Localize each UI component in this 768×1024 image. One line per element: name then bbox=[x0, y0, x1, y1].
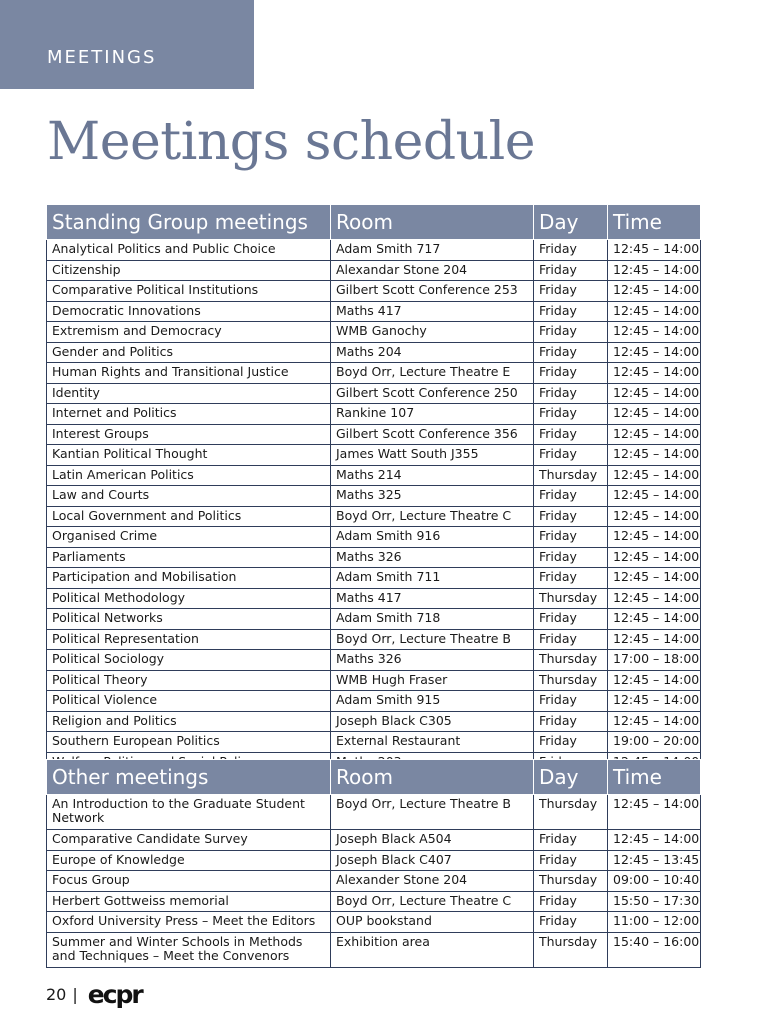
cell-day: Friday bbox=[534, 568, 608, 589]
cell-room: WMB Hugh Fraser bbox=[331, 670, 534, 691]
cell-meeting: Democratic Innovations bbox=[47, 301, 331, 322]
cell-day: Friday bbox=[534, 363, 608, 384]
cell-day: Friday bbox=[534, 830, 608, 851]
cell-room: Maths 326 bbox=[331, 650, 534, 671]
cell-room: Joseph Black A504 bbox=[331, 830, 534, 851]
cell-day: Friday bbox=[534, 260, 608, 281]
table-row bbox=[47, 588, 701, 609]
cell-room: Adam Smith 717 bbox=[331, 240, 534, 261]
cell-day: Friday bbox=[534, 912, 608, 933]
table-row bbox=[47, 711, 701, 732]
cell-time: 12:45 – 14:00 bbox=[608, 506, 701, 527]
cell-room: Boyd Orr, Lecture Theatre B bbox=[331, 795, 534, 830]
table-row bbox=[47, 240, 701, 261]
page-footer bbox=[46, 981, 142, 1007]
cell-room: OUP bookstand bbox=[331, 912, 534, 933]
cell-room: Gilbert Scott Conference 250 bbox=[331, 383, 534, 404]
cell-room: Joseph Black C407 bbox=[331, 850, 534, 871]
table-row bbox=[47, 912, 701, 933]
table-row bbox=[47, 486, 701, 507]
cell-day: Friday bbox=[534, 732, 608, 753]
cell-time: 12:45 – 14:00 bbox=[608, 670, 701, 691]
cell-room: Adam Smith 915 bbox=[331, 691, 534, 712]
column-header-room: Room bbox=[331, 205, 534, 240]
cell-room: Adam Smith 718 bbox=[331, 609, 534, 630]
cell-meeting: Interest Groups bbox=[47, 424, 331, 445]
table-row bbox=[47, 383, 701, 404]
table-row bbox=[47, 795, 701, 830]
cell-day: Friday bbox=[534, 486, 608, 507]
cell-day: Thursday bbox=[534, 932, 608, 967]
table-row bbox=[47, 670, 701, 691]
table-row bbox=[47, 629, 701, 650]
column-header-time: Time bbox=[608, 205, 701, 240]
column-header-day: Day bbox=[534, 760, 608, 795]
cell-time: 12:45 – 14:00 bbox=[608, 691, 701, 712]
section-label: MEETINGS bbox=[47, 47, 157, 68]
table-row bbox=[47, 871, 701, 892]
cell-meeting: Focus Group bbox=[47, 871, 331, 892]
cell-meeting: Participation and Mobilisation bbox=[47, 568, 331, 589]
cell-day: Friday bbox=[534, 342, 608, 363]
cell-room: Maths 417 bbox=[331, 301, 534, 322]
cell-meeting: Political Sociology bbox=[47, 650, 331, 671]
cell-time: 12:45 – 14:00 bbox=[608, 465, 701, 486]
table-row bbox=[47, 850, 701, 871]
table-row bbox=[47, 404, 701, 425]
cell-room: Maths 214 bbox=[331, 465, 534, 486]
cell-meeting: Political Theory bbox=[47, 670, 331, 691]
cell-time: 15:50 – 17:30 bbox=[608, 891, 701, 912]
cell-day: Thursday bbox=[534, 650, 608, 671]
cell-meeting: Comparative Candidate Survey bbox=[47, 830, 331, 851]
cell-meeting: Kantian Political Thought bbox=[47, 445, 331, 466]
footer-separator: | bbox=[72, 984, 78, 1004]
cell-room: Maths 204 bbox=[331, 342, 534, 363]
page-title: Meetings schedule bbox=[47, 112, 536, 172]
cell-room: External Restaurant bbox=[331, 732, 534, 753]
cell-time: 12:45 – 13:45 bbox=[608, 850, 701, 871]
table-row bbox=[47, 342, 701, 363]
cell-day: Friday bbox=[534, 609, 608, 630]
cell-room: Joseph Black C305 bbox=[331, 711, 534, 732]
cell-meeting: Extremism and Democracy bbox=[47, 322, 331, 343]
cell-time: 12:45 – 14:00 bbox=[608, 322, 701, 343]
cell-room: Rankine 107 bbox=[331, 404, 534, 425]
table-row bbox=[47, 260, 701, 281]
cell-day: Friday bbox=[534, 506, 608, 527]
cell-meeting: Political Networks bbox=[47, 609, 331, 630]
cell-room: WMB Ganochy bbox=[331, 322, 534, 343]
cell-time: 17:00 – 18:00 bbox=[608, 650, 701, 671]
cell-room: Boyd Orr, Lecture Theatre B bbox=[331, 629, 534, 650]
cell-meeting: Oxford University Press – Meet the Editors bbox=[47, 912, 331, 933]
cell-day: Friday bbox=[534, 404, 608, 425]
cell-room: James Watt South J355 bbox=[331, 445, 534, 466]
cell-meeting: Identity bbox=[47, 383, 331, 404]
cell-room: Maths 325 bbox=[331, 486, 534, 507]
cell-day: Friday bbox=[534, 547, 608, 568]
cell-time: 12:45 – 14:00 bbox=[608, 424, 701, 445]
cell-time: 12:45 – 14:00 bbox=[608, 830, 701, 851]
table-row bbox=[47, 568, 701, 589]
cell-time: 12:45 – 14:00 bbox=[608, 795, 701, 830]
column-header-room: Room bbox=[331, 760, 534, 795]
cell-day: Friday bbox=[534, 850, 608, 871]
cell-room: Exhibition area bbox=[331, 932, 534, 967]
cell-room: Adam Smith 711 bbox=[331, 568, 534, 589]
table-header-row bbox=[47, 760, 701, 795]
cell-day: Friday bbox=[534, 629, 608, 650]
section-tab bbox=[0, 0, 254, 89]
cell-time: 12:45 – 14:00 bbox=[608, 445, 701, 466]
cell-day: Friday bbox=[534, 527, 608, 548]
page-number: 20 bbox=[46, 984, 67, 1004]
cell-time: 12:45 – 14:00 bbox=[608, 363, 701, 384]
cell-day: Thursday bbox=[534, 588, 608, 609]
table-row bbox=[47, 465, 701, 486]
cell-room: Gilbert Scott Conference 253 bbox=[331, 281, 534, 302]
cell-day: Friday bbox=[534, 424, 608, 445]
cell-meeting: Gender and Politics bbox=[47, 342, 331, 363]
cell-time: 12:45 – 14:00 bbox=[608, 260, 701, 281]
table-row bbox=[47, 424, 701, 445]
table-row bbox=[47, 281, 701, 302]
cell-day: Friday bbox=[534, 383, 608, 404]
other-meetings-table bbox=[46, 759, 701, 968]
column-header-meeting: Standing Group meetings bbox=[47, 205, 331, 240]
cell-room: Boyd Orr, Lecture Theatre C bbox=[331, 891, 534, 912]
column-header-time: Time bbox=[608, 760, 701, 795]
cell-meeting: Southern European Politics bbox=[47, 732, 331, 753]
cell-day: Thursday bbox=[534, 871, 608, 892]
cell-time: 12:45 – 14:00 bbox=[608, 404, 701, 425]
cell-meeting: Summer and Winter Schools in Methods and Techniques – Meet the Convenors bbox=[47, 932, 331, 967]
cell-time: 19:00 – 20:00 bbox=[608, 732, 701, 753]
column-header-meeting: Other meetings bbox=[47, 760, 331, 795]
cell-meeting: Religion and Politics bbox=[47, 711, 331, 732]
cell-time: 12:45 – 14:00 bbox=[608, 711, 701, 732]
cell-room: Alexander Stone 204 bbox=[331, 871, 534, 892]
cell-time: 12:45 – 14:00 bbox=[608, 609, 701, 630]
cell-time: 12:45 – 14:00 bbox=[608, 301, 701, 322]
cell-day: Friday bbox=[534, 711, 608, 732]
table-header-row bbox=[47, 205, 701, 240]
cell-room: Alexandar Stone 204 bbox=[331, 260, 534, 281]
cell-room: Maths 417 bbox=[331, 588, 534, 609]
cell-day: Friday bbox=[534, 691, 608, 712]
cell-meeting: Analytical Politics and Public Choice bbox=[47, 240, 331, 261]
cell-day: Thursday bbox=[534, 795, 608, 830]
table-row bbox=[47, 650, 701, 671]
cell-day: Thursday bbox=[534, 465, 608, 486]
table-row bbox=[47, 547, 701, 568]
cell-meeting: Comparative Political Institutions bbox=[47, 281, 331, 302]
cell-meeting: Parliaments bbox=[47, 547, 331, 568]
cell-time: 12:45 – 14:00 bbox=[608, 527, 701, 548]
cell-day: Thursday bbox=[534, 670, 608, 691]
table-row bbox=[47, 322, 701, 343]
cell-day: Friday bbox=[534, 281, 608, 302]
cell-meeting: Human Rights and Transitional Justice bbox=[47, 363, 331, 384]
cell-day: Friday bbox=[534, 301, 608, 322]
cell-meeting: An Introduction to the Graduate Student Network bbox=[47, 795, 331, 830]
cell-time: 12:45 – 14:00 bbox=[608, 486, 701, 507]
table-row bbox=[47, 445, 701, 466]
cell-time: 11:00 – 12:00 bbox=[608, 912, 701, 933]
cell-time: 12:45 – 14:00 bbox=[608, 547, 701, 568]
cell-meeting: Latin American Politics bbox=[47, 465, 331, 486]
cell-time: 12:45 – 14:00 bbox=[608, 240, 701, 261]
table-row bbox=[47, 932, 701, 967]
cell-meeting: Law and Courts bbox=[47, 486, 331, 507]
cell-time: 12:45 – 14:00 bbox=[608, 383, 701, 404]
table-row bbox=[47, 830, 701, 851]
cell-time: 15:40 – 16:00 bbox=[608, 932, 701, 967]
table-row bbox=[47, 301, 701, 322]
table-row bbox=[47, 506, 701, 527]
cell-room: Boyd Orr, Lecture Theatre E bbox=[331, 363, 534, 384]
cell-time: 12:45 – 14:00 bbox=[608, 588, 701, 609]
cell-meeting: Internet and Politics bbox=[47, 404, 331, 425]
cell-meeting: Citizenship bbox=[47, 260, 331, 281]
cell-meeting: Political Violence bbox=[47, 691, 331, 712]
ecpr-logo: ecpr bbox=[87, 979, 142, 1009]
cell-day: Friday bbox=[534, 891, 608, 912]
cell-room: Gilbert Scott Conference 356 bbox=[331, 424, 534, 445]
column-header-day: Day bbox=[534, 205, 608, 240]
cell-time: 09:00 – 10:40 bbox=[608, 871, 701, 892]
table-row bbox=[47, 527, 701, 548]
cell-meeting: Political Representation bbox=[47, 629, 331, 650]
cell-room: Adam Smith 916 bbox=[331, 527, 534, 548]
cell-time: 12:45 – 14:00 bbox=[608, 629, 701, 650]
cell-meeting: Political Methodology bbox=[47, 588, 331, 609]
cell-day: Friday bbox=[534, 445, 608, 466]
table-row bbox=[47, 891, 701, 912]
table-row bbox=[47, 691, 701, 712]
cell-day: Friday bbox=[534, 240, 608, 261]
cell-meeting: Local Government and Politics bbox=[47, 506, 331, 527]
cell-meeting: Organised Crime bbox=[47, 527, 331, 548]
cell-time: 12:45 – 14:00 bbox=[608, 342, 701, 363]
table-row bbox=[47, 732, 701, 753]
cell-day: Friday bbox=[534, 322, 608, 343]
table-row bbox=[47, 363, 701, 384]
cell-room: Maths 326 bbox=[331, 547, 534, 568]
cell-meeting: Herbert Gottweiss memorial bbox=[47, 891, 331, 912]
cell-time: 12:45 – 14:00 bbox=[608, 568, 701, 589]
cell-time: 12:45 – 14:00 bbox=[608, 281, 701, 302]
table-row bbox=[47, 609, 701, 630]
cell-room: Boyd Orr, Lecture Theatre C bbox=[331, 506, 534, 527]
cell-meeting: Europe of Knowledge bbox=[47, 850, 331, 871]
standing-group-table bbox=[46, 204, 701, 773]
